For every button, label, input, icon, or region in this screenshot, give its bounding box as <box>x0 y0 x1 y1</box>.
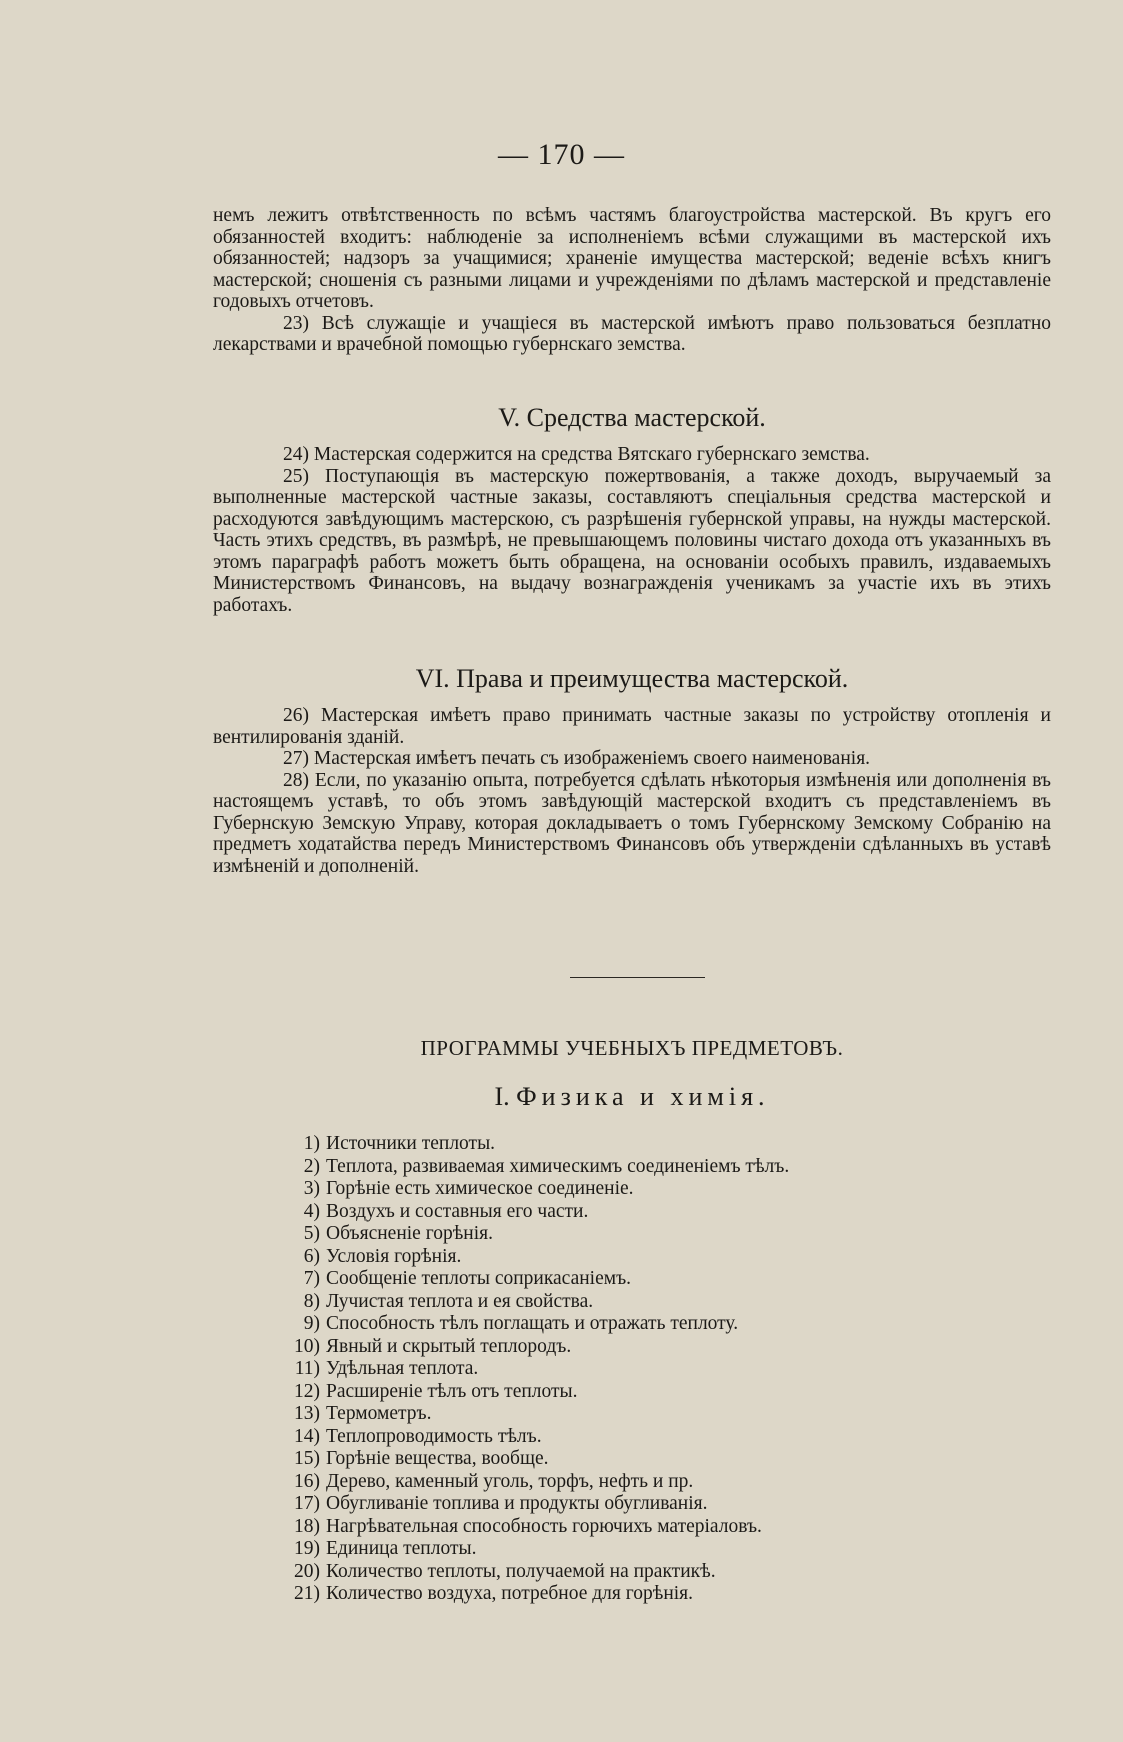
list-item-number: 15) <box>294 1448 320 1469</box>
list-item-text: Горѣніе вещества, вообще. <box>326 1448 549 1469</box>
topic-list <box>280 1133 1040 1606</box>
list-item <box>280 1381 1040 1404</box>
list-item-text: Единица теплоты. <box>326 1538 477 1559</box>
top-text-block <box>213 205 1051 356</box>
list-item-text: Способность тѣлъ поглащать и отражать теплоту. <box>326 1313 739 1334</box>
list-item <box>280 1448 1040 1471</box>
list-item-text: Теплота, развиваемая химическимъ соединеніемъ тѣлъ. <box>326 1155 790 1177</box>
page-number: — 170 — <box>498 138 625 171</box>
list-item-number: 20) <box>294 1560 320 1582</box>
paragraph-24: 24) Мастерская содержится на средства Вятскаго губернскаго земства. <box>283 444 870 465</box>
list-item-number: 2) <box>303 1155 320 1177</box>
list-item <box>280 1336 1040 1359</box>
list-item <box>280 1291 1040 1314</box>
list-item <box>280 1561 1040 1584</box>
list-item-number: 6) <box>303 1245 320 1267</box>
list-item <box>280 1358 1040 1381</box>
list-item-text: Количество теплоты, получаемой на практикѣ. <box>326 1560 716 1582</box>
list-item-number: 8) <box>303 1290 320 1312</box>
list-item-number: 13) <box>294 1403 320 1424</box>
list-item-text: Обугливаніе топлива и продукты обугливанія. <box>326 1493 708 1514</box>
list-item <box>280 1583 1040 1606</box>
paragraph-27: 27) Мастерская имѣетъ печать съ изображеніемъ своего наименованія. <box>283 748 871 769</box>
section-5 <box>213 402 1051 616</box>
list-item-text: Лучистая теплота и ея свойства. <box>326 1290 594 1312</box>
list-item-text: Условія горѣнія. <box>326 1245 462 1267</box>
list-item-text: Удѣльная теплота. <box>326 1358 479 1379</box>
list-item <box>280 1201 1040 1224</box>
subject-title: Физика и химія. <box>516 1082 770 1111</box>
list-item-text: Горѣніе есть химическое соединеніе. <box>326 1178 634 1199</box>
list-item <box>280 1471 1040 1494</box>
list-item <box>280 1403 1040 1426</box>
list-item <box>280 1538 1040 1561</box>
list-item-text: Сообщеніе теплоты соприкасаніемъ. <box>326 1268 632 1289</box>
list-item-number: 21) <box>294 1583 320 1604</box>
list-item <box>280 1156 1040 1179</box>
section-6 <box>213 663 1051 877</box>
list-item <box>280 1246 1040 1269</box>
list-item-number: 4) <box>303 1200 320 1222</box>
list-item-text: Термометръ. <box>326 1403 432 1424</box>
list-item-text: Объясненіе горѣнія. <box>326 1223 493 1244</box>
paragraph-28: 28) Если, по указанію опыта, потребуется сдѣлать нѣкоторыя измѣненія или дополненія въ настоящемъ уставѣ, то объ этомъ завѣдующій мастерской входитъ съ представленіемъ въ Губернскую Земскую Управу, которая докладываетъ о томъ Губернскому Земскому Собранію на предметъ ходатайства передъ Министерствомъ Финансовъ объ утвержденіи сдѣланныхъ въ уставѣ измѣненій и дополненій. <box>213 769 1051 877</box>
list-item <box>280 1223 1040 1246</box>
section-divider <box>570 977 705 978</box>
list-item-number: 3) <box>303 1178 320 1199</box>
programs-title: ПРОГРАММЫ УЧЕБНЫХЪ ПРЕДМЕТОВЪ. <box>420 1036 844 1060</box>
list-item-text: Нагрѣвательная способность горючихъ матеріаловъ. <box>326 1515 762 1537</box>
paragraph-25: 25) Поступающія въ мастерскую пожертвованія, а также доходъ, выручаемый за выполненные мастерской частные заказы, составляютъ спеціальныя средства мастерской и расходуются завѣдующимъ мастерскою, съ разрѣшенія губернской управы, на нужды мастерской. Часть этихъ средствъ, въ размѣрѣ, не превышающемъ половины чистаго дохода отъ указанныхъ въ этомъ параграфѣ работъ можетъ быть обращена, на основаніи особыхъ правилъ, издаваемыхъ Министерствомъ Финансовъ, на выдачу вознагражденія ученикамъ за участіе ихъ въ этихъ работахъ. <box>213 465 1051 616</box>
list-item-number: 16) <box>294 1470 320 1492</box>
list-item-number: 1) <box>303 1133 320 1154</box>
list-item-text: Источники теплоты. <box>326 1133 496 1154</box>
list-item-text: Теплопроводимость тѣлъ. <box>326 1425 542 1447</box>
section-6-heading: VI. Права и преимущества мастерской. <box>415 664 849 693</box>
list-item-number: 17) <box>294 1493 320 1514</box>
section-5-heading: V. Средства мастерской. <box>498 403 766 432</box>
list-item-number: 7) <box>303 1268 320 1289</box>
list-item <box>280 1493 1040 1516</box>
list-item-number: 12) <box>294 1380 320 1402</box>
list-item-text: Количество воздуха, потребное для горѣнія. <box>326 1583 694 1604</box>
list-item-number: 18) <box>294 1515 320 1537</box>
subject-roman: I. <box>494 1082 510 1111</box>
list-item-text: Явный и скрытый теплородъ. <box>326 1335 572 1357</box>
paragraph-26: 26) Мастерская имѣетъ право принимать частные заказы по устройству отопленія и вентилированія зданій. <box>213 705 1051 748</box>
list-item-number: 10) <box>294 1335 320 1357</box>
list-item-number: 11) <box>294 1358 320 1379</box>
list-item-number: 14) <box>294 1425 320 1447</box>
list-item-number: 19) <box>294 1538 320 1559</box>
paragraph-continued: немъ лежитъ отвѣтственность по всѣмъ частямъ благоустройства мастерской. Въ кругъ его обязанностей входитъ: наблюденіе за исполненіемъ всѣми служащими въ мастерской ихъ обязанностей; надзоръ за учащимися; храненіе имущества мастерской; веденіе всѣхъ книгъ мастерской; сношенія съ разными лицами и учрежденіями по дѣламъ мастерской и представленіе годовыхъ отчетовъ. <box>213 205 1051 312</box>
list-item <box>280 1426 1040 1449</box>
list-item-text: Расширеніе тѣлъ отъ теплоты. <box>326 1380 578 1402</box>
list-item-text: Воздухъ и составныя его части. <box>326 1200 589 1222</box>
list-item-text: Дерево, каменный уголь, торфъ, нефть и пр. <box>326 1470 694 1492</box>
list-item <box>280 1133 1040 1156</box>
list-item-number: 9) <box>303 1313 320 1334</box>
list-item <box>280 1313 1040 1336</box>
subject-heading <box>213 1082 1051 1112</box>
list-item <box>280 1178 1040 1201</box>
list-item <box>280 1516 1040 1539</box>
list-item <box>280 1268 1040 1291</box>
list-item-number: 5) <box>303 1223 320 1244</box>
paragraph-23: 23) Всѣ служащіе и учащіеся въ мастерской имѣютъ право пользоваться безплатно лекарствами и врачебной помощью губернскаго земства. <box>213 312 1051 355</box>
